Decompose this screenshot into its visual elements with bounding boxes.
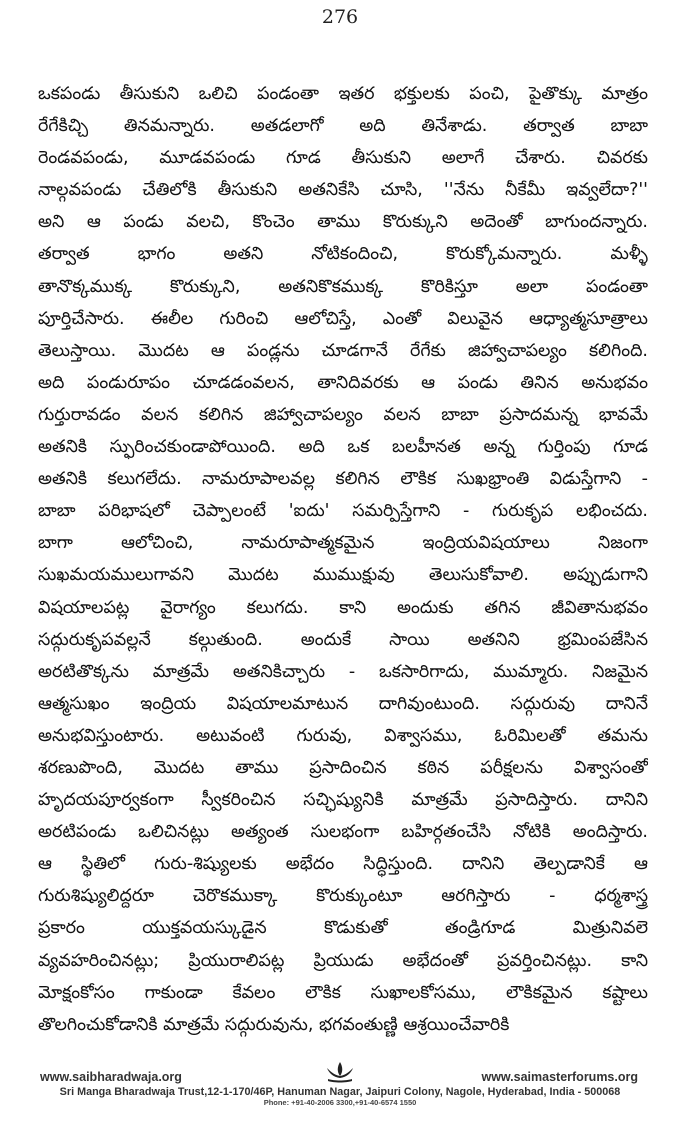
text-line: గురుశిష్యులిద్దరూ చెరొకముక్కా కొరుక్కుంటూ ఆరగిస్తారు - ధర్మశాస్త్ర xyxy=(38,886,648,907)
text-line: రెండవపండు, మూడవపండు గూడ తీసుకుని అలాగే చేశారు. చివరకు xyxy=(38,148,648,169)
text-line: పూర్తిచేసారు. ఈలీల గురించి ఆలోచిస్తే, ఎంతో విలువైన ఆధ్యాత్మసూత్రాలు xyxy=(38,308,648,329)
text-line: గుర్తురావడం వలన కలిగిన జిహ్వాచాపల్యం వలన బాబా ప్రసాదమన్న భావమే xyxy=(38,404,648,425)
text-line: అతనికి స్ఫురించకుండాపోయింది. అది ఒక బలహీనత అన్న గుర్తింపు గూడ xyxy=(38,437,648,458)
text-line: అనుభవిస్తుంటారు. అటువంటి గురువు, విశ్వాసము, ఓరిమిలతో తమను xyxy=(38,725,648,746)
text-line: ప్రకారం యుక్తవయస్కుడైన కొడుకుతో తండ్రిగూడ మిత్రునివలె xyxy=(38,918,648,939)
text-line: ఒకపండు తీసుకుని ఒలిచి పండంతా ఇతర భక్తులకు పంచి, పైతొక్కు మాత్రం xyxy=(38,84,648,104)
text-line: వ్యవహరించినట్లు; ప్రియురాలిపట్ల ప్రియుడు అభేదంతో ప్రవర్తించినట్లు. కాని xyxy=(38,950,648,971)
page-number: 276 xyxy=(321,6,359,28)
text-line: నాల్గవపండు చేతిలోకి తీసుకుని అతనికేసి చూసి, ''నేను నీకేమీ ఇవ్వలేదా?'' xyxy=(38,180,648,201)
text-line: అతనికి కలుగలేదు. నామరూపాలవల్ల కలిగిన లౌకిక సుఖభ్రాంతి విడుస్తేగాని - xyxy=(38,469,648,490)
lotus-emblem-icon xyxy=(322,1060,358,1084)
text-line: తొలగించుకోడానికి మాత్రమే సద్గురువును, భగవంతుణ్ణి ఆశ్రయించేవారికి xyxy=(38,1014,510,1035)
text-line: అది పండురూపం చూడడంవలన, తానిదివరకు ఆ పండు తినిన అనుభవం xyxy=(38,372,648,393)
text-line: బాబా పరిభాషలో చెప్పాలంటే 'ఐదు' సమర్పిస్తేగాని - గురుకృప లభించదు. xyxy=(38,501,648,522)
text-line: ఆత్మసుఖం ఇంద్రియ విషయాలమాటున దాగివుంటుంది. సద్గురువు దానినే xyxy=(38,693,648,714)
text-line: తెలుస్తాయి. మొదట ఆ పండ్లను చూడగానే రేగేకు జిహ్వాచాపల్యం కలిగింది. xyxy=(38,340,648,361)
text-line: తానొక్కముక్క కొరుక్కుని, అతనికొకముక్క కొరికిస్తూ అలా పండంతా xyxy=(38,276,648,297)
text-line: సుఖమయములుగావని మొదట ముముక్షువు తెలుసుకోవాలి. అప్పుడుగాని xyxy=(38,565,648,586)
text-line: తర్వాత భాగం అతని నోటికందించి, కొరుక్కోమన్నారు. మళ్ళీ xyxy=(38,244,648,265)
text-line: శరణుపొంది, మొదట తాము ప్రసాదించిన కఠిన పరీక్షలను విశ్వాసంతో xyxy=(38,757,648,778)
website-link-left[interactable]: www.saibharadwaja.org xyxy=(40,1070,182,1084)
text-line: అరటితొక్కను మాత్రమే అతనికిచ్చారు - ఒకసారిగాదు, ముమ్మారు. నిజమైన xyxy=(38,661,648,682)
trust-phone: Phone: +91-40-2006 3300,+91-40-6574 1550 xyxy=(263,1098,417,1107)
text-line: మోక్షంకోసం గాకుండా కేవలం లౌకిక సుఖాలకోసము, లౌకికమైన కష్టాలు xyxy=(38,982,648,1003)
text-line: విషయాలపట్ల వైరాగ్యం కలుగదు. కాని అందుకు తగిన జీవితానుభవం xyxy=(38,597,648,618)
website-link-right[interactable]: www.saimasterforums.org xyxy=(481,1070,638,1084)
text-line: రేగేకిచ్చి తినమన్నారు. అతడలాగో అది తినేశాడు. తర్వాత బాబా xyxy=(38,116,648,137)
text-line: హృదయపూర్వకంగా స్వీకరించిన సచ్ఛిష్యునికి మాత్రమే ప్రసాదిస్తారు. దానిని xyxy=(38,790,648,811)
text-line: సద్గురుకృపవల్లనే కల్గుతుంది. అందుకే సాయి అతనిని భ్రమింపజేసిన xyxy=(38,629,648,650)
footer-links-row xyxy=(0,1066,680,1086)
text-line: బాగా ఆలోచించి, నామరూపాత్మకమైన ఇంద్రియవిషయాలు నిజంగా xyxy=(38,533,648,554)
body-text xyxy=(38,78,648,1041)
text-line: అరటిపండు ఒలిచినట్లు అత్యంత సులభంగా బహిర్గతంచేసి నోటికి అందిస్తారు. xyxy=(38,822,648,843)
page-footer xyxy=(0,1066,680,1122)
text-line: అని ఆ పండు వలచి, కొంచెం తాము కొరుక్కుని అదెంతో బాగుందన్నారు. xyxy=(38,212,648,233)
trust-address: Sri Manga Bharadwaja Trust,12-1-170/46P, Hanuman Nagar, Jaipuri Colony, Nagole, Hyderabad, India - 500068 xyxy=(59,1086,621,1098)
text-line: ఆ స్థితిలో గురు-శిష్యులకు అభేదం సిద్ధిస్తుంది. దానిని తెల్పడానికే ఆ xyxy=(38,854,648,875)
